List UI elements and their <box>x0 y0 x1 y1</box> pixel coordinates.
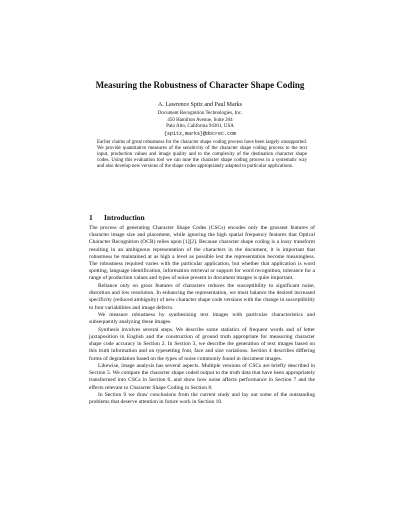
body-paragraph: Synthesis involves several steps. We describe some statistics of frequent words and of letter juxtaposition in English and the construction of ground truth appropriate for measuring character shape code accuracy in Section 2. In Section 3, we describe the generation of text images based on this truth information and on typesetting font, face and size variations. Section 4 describes differing forms of degradation based on the types of noise commonly found in document images. <box>89 326 315 362</box>
abstract-text: Earlier claims of great robustness for the character shape coding process have been largely unsupported. We provide quantitative measures of the sensitivity of the character shape coding process to the text input, production values and image quality and to the complexity of the destination character shape codes. Using this evaluation tool we can tune the character shape coding process in a systematic way and also develop new versions of the shape codes appropriately adapted to particular applications. <box>97 140 307 170</box>
affiliation-street: 450 Hamilton Avenue, Suite 204 <box>167 117 233 123</box>
body-paragraph: In Section 9 we draw conclusions from the current study and lay out some of the outstanding problems that deserve attention in future work in Section 10. <box>89 392 315 406</box>
section-heading <box>89 213 145 222</box>
section-body <box>89 225 315 407</box>
author-affiliation <box>60 111 340 137</box>
affiliation-organization: Document Recognition Technologies, Inc. <box>157 111 243 116</box>
section-title: Introduction <box>104 213 145 222</box>
paper-authors: A. Lawrence Spitz and Paul Marks <box>158 102 242 108</box>
body-paragraph: Likewise, image analysis has several aspects. Multiple versions of CSCs are briefly described in Section 5. We compare the character shape coded output to the truth data that have been appropriately transformed into CSCs in Section 6, and show how noise affects performance in Section 7 and the effects relevant to Character Shape Coding in Section 8. <box>89 363 315 391</box>
paper-title: Measuring the Robustness of Character Shape Coding <box>95 80 305 90</box>
body-paragraph: The process of generating Character Shape Codes (CSCs) encodes only the grossest features of character image size and placement, while ignoring the high spatial frequency features that Optical Character Recognition (OCR) relies upon [1][2]. Because character shape coding is a lossy transform resulting in an ambiguous representation of the characters in the document, it is important that robustness be maintained at as high a level as possible lest the representation become meaningless. The robustness required varies with the particular application, but whether that application is word spotting, language identification, information retrieval or support for word recognition, tolerance for a range of production values and types of noise present in document images is quite important. <box>89 225 315 282</box>
body-paragraph: Reliance only on gross features of characters reduces the susceptibility to significant noise, distortion and low resolution. In enhancing the representation, we must balance the desired increased specificity (reduced ambiguity) of new character shape code versions with the change in susceptibility to font variabilities and image defects. <box>89 282 315 311</box>
affiliation-email: {spitz,marks}@docrec.com <box>163 130 236 137</box>
section-number: 1 <box>89 213 93 222</box>
body-paragraph: We measure robustness by synthesizing text images with particular characteristics and subsequently analyzing these images. <box>89 312 315 326</box>
affiliation-city: Palo Alto, California 94301, USA <box>166 124 234 129</box>
